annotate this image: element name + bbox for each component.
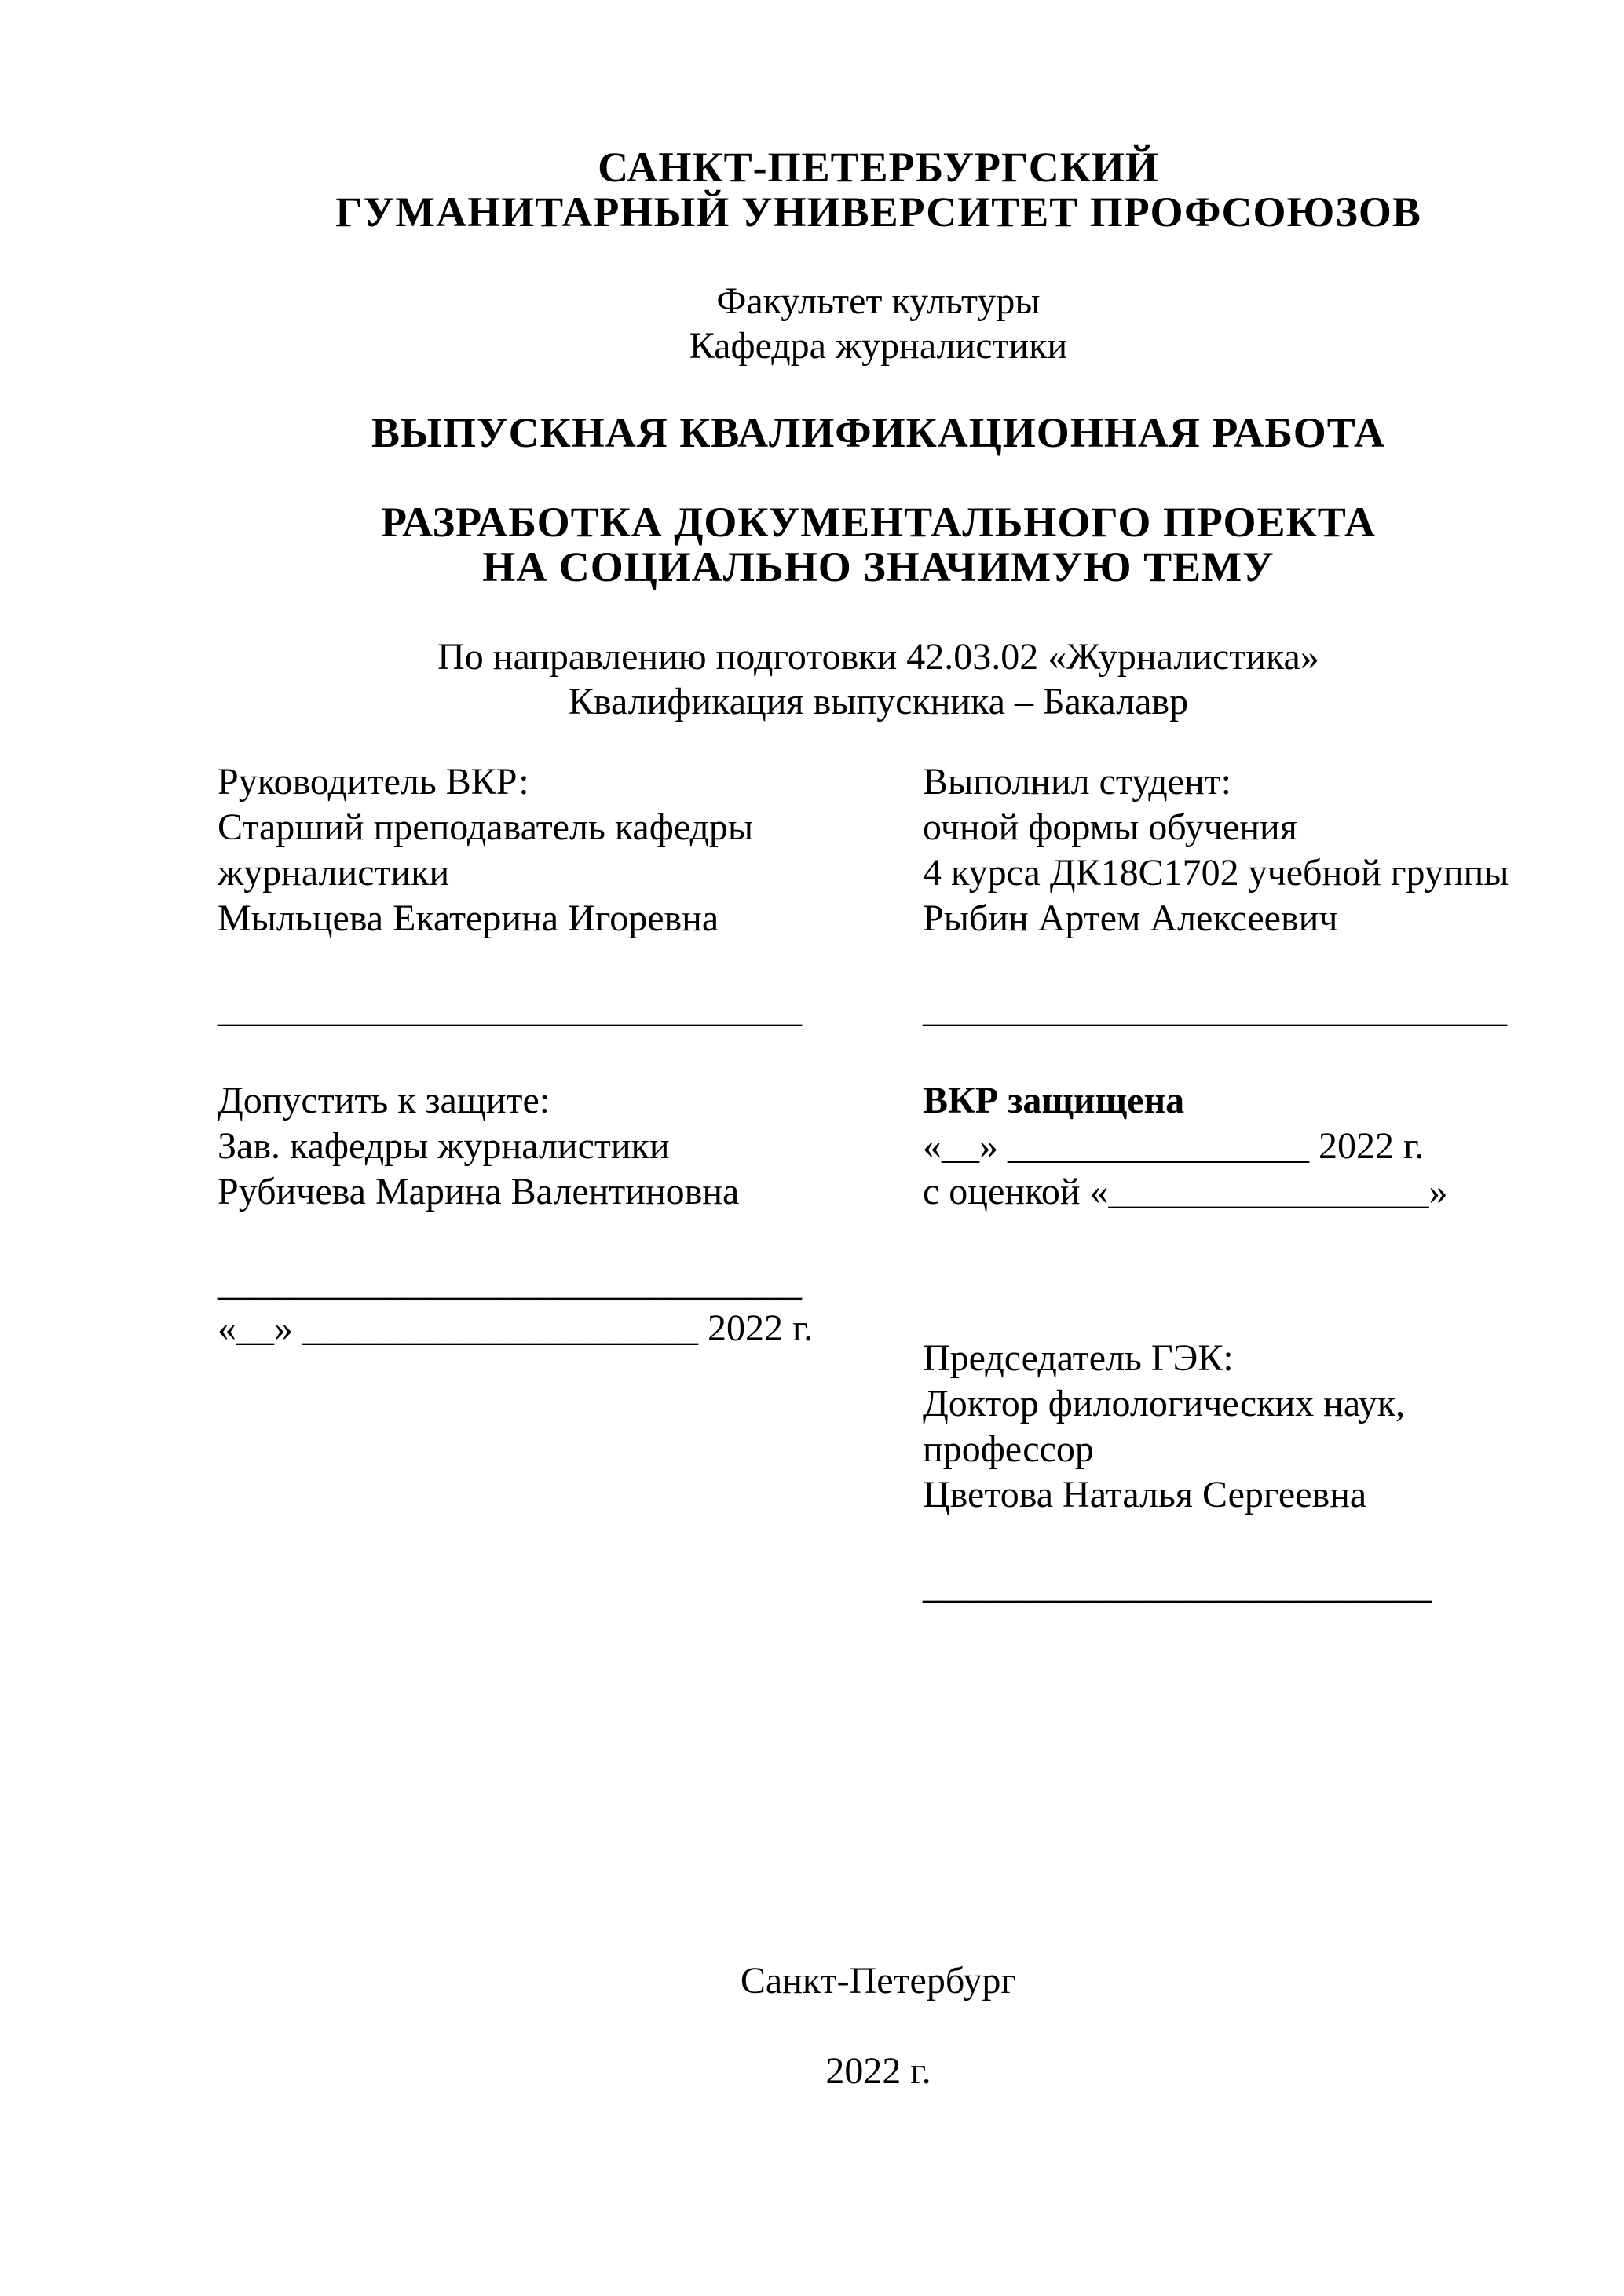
supervisor-position-line1: Старший преподаватель кафедры [218, 806, 754, 848]
chairman-label: Председатель ГЭК: [923, 1337, 1234, 1379]
left-column [218, 759, 923, 1609]
defense-date-line: «__» ________________ 2022 г. [923, 1125, 1425, 1167]
work-type-text: ВЫПУСКНАЯ КВАЛИФИКАЦИОННАЯ РАБОТА [371, 409, 1386, 456]
right-column [923, 759, 1539, 1609]
student-signature-line: _______________________________ [923, 989, 1507, 1030]
spacer [923, 941, 1539, 987]
supervisor-label: Руководитель ВКР: [218, 761, 529, 803]
signatures-columns [218, 759, 1539, 1609]
work-type-heading [218, 411, 1539, 455]
thesis-title [218, 500, 1539, 590]
faculty-name: Факультет культуры [716, 280, 1041, 322]
department-name: Кафедра журналистики [689, 325, 1068, 367]
faculty-block [218, 279, 1539, 368]
admission-name: Рубичева Марина Валентиновна [218, 1171, 740, 1212]
qualification: Квалификация выпускника – Бакалавр [568, 681, 1189, 722]
student-study-form: очной формы обучения [923, 806, 1297, 848]
admission-signature-line: _______________________________ [218, 1262, 802, 1303]
direction-block [218, 634, 1539, 724]
footer-city: Санкт-Петербург [740, 1960, 1017, 2002]
university-name-line1: САНКТ-ПЕТЕРБУРГСКИЙ [598, 144, 1159, 191]
footer-year: 2022 г. [825, 2050, 931, 2092]
defense-grade-line: с оценкой «_________________» [923, 1171, 1448, 1212]
chairman-degree: Доктор филологических наук, [923, 1383, 1406, 1424]
admission-position: Зав. кафедры журналистики [218, 1125, 670, 1167]
spacer [923, 1260, 1539, 1306]
spacer [923, 1033, 1539, 1078]
defense-label: ВКР защищена [923, 1080, 1185, 1121]
admission-label: Допустить к защите: [218, 1080, 550, 1121]
spacer [218, 1033, 923, 1078]
admission-date-line: «__» _____________________ 2022 г. [218, 1307, 814, 1349]
chairman-name: Цветова Наталья Сергеевна [923, 1474, 1367, 1515]
university-name-line2: ГУМАНИТАРНЫЙ УНИВЕРСИТЕТ ПРОФСОЮЗОВ [335, 188, 1421, 236]
supervisor-position-line2: журналистики [218, 852, 450, 894]
thesis-title-line2: НА СОЦИАЛЬНО ЗНАЧИМУЮ ТЕМУ [482, 543, 1275, 590]
direction-of-study: По направлению подготовки 42.03.02 «Журналистика» [437, 636, 1319, 678]
student-name: Рыбин Артем Алексеевич [923, 898, 1338, 939]
chairman-title: профессор [923, 1428, 1094, 1470]
student-group: 4 курса ДК18С1702 учебной группы [923, 852, 1509, 894]
university-name [218, 145, 1539, 235]
spacer [218, 1215, 923, 1260]
spacer [923, 1306, 1539, 1336]
spacer [218, 941, 923, 987]
thesis-title-line1: РАЗРАБОТКА ДОКУМЕНТАЛЬНОГО ПРОЕКТА [380, 499, 1377, 546]
chairman-signature-line: ___________________________ [923, 1565, 1432, 1607]
spacer [923, 1215, 1539, 1260]
spacer [923, 1518, 1539, 1563]
student-label: Выполнил студент: [923, 761, 1231, 803]
supervisor-signature-line: _______________________________ [218, 989, 802, 1030]
supervisor-name: Мыльцева Екатерина Игоревна [218, 898, 719, 939]
